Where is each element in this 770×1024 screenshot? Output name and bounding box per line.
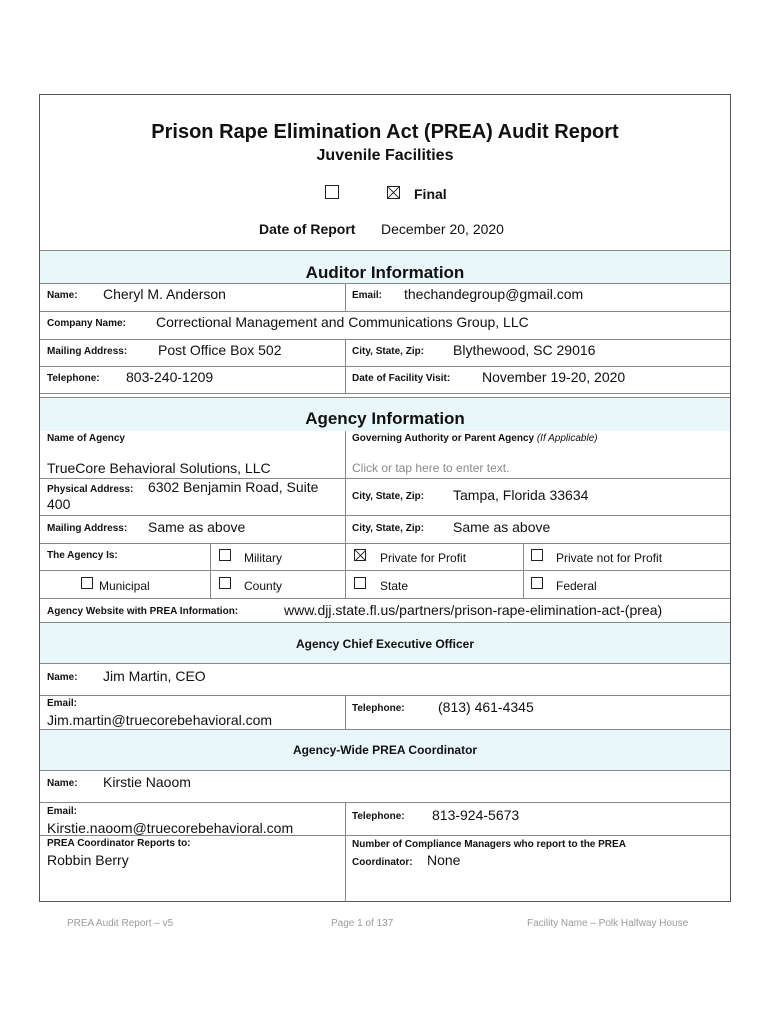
county-label: County: [244, 579, 283, 593]
website-label: Agency Website with PREA Information:: [47, 606, 239, 617]
company-name[interactable]: Correctional Management and Communications Group, LLC: [156, 314, 529, 330]
ceo-email[interactable]: Jim.martin@truecorebehavioral.com: [47, 712, 273, 728]
physical-address-line1[interactable]: 6302 Benjamin Road, Suite: [148, 479, 319, 495]
agency-name[interactable]: TrueCore Behavioral Solutions, LLC: [47, 460, 271, 476]
private-not-for-profit-label: Private not for Profit: [556, 551, 663, 565]
state-label: State: [380, 579, 409, 593]
coordinator-email-label: Email:: [47, 806, 78, 817]
facility-visit-label: Date of Facility Visit:: [352, 373, 451, 384]
municipal-label: Municipal: [99, 579, 150, 593]
coordinator-name-label: Name:: [47, 778, 78, 789]
footer-facility-name: Facility Name – Polk Halfway House: [527, 918, 689, 929]
mailing-csz[interactable]: Same as above: [453, 519, 551, 535]
county-checkbox[interactable]: [219, 577, 231, 589]
coordinator-email[interactable]: Kirstie.naoom@truecorebehavioral.com: [47, 820, 294, 836]
municipal-checkbox[interactable]: [81, 577, 93, 589]
auditor-email[interactable]: thechandegroup@gmail.com: [404, 286, 584, 302]
coordinator-name[interactable]: Kirstie Naoom: [103, 774, 191, 790]
auditor-email-label: Email:: [352, 290, 383, 301]
private-not-for-profit-checkbox[interactable]: [531, 549, 543, 561]
company-name-label: Company Name:: [47, 318, 126, 329]
coordinator-phone[interactable]: 813-924-5673: [432, 807, 520, 823]
agency-mailing-label: Mailing Address:: [47, 523, 128, 534]
coordinator-heading: Agency-Wide PREA Coordinator: [292, 743, 478, 757]
auditor-name[interactable]: Cheryl M. Anderson: [103, 286, 226, 302]
private-for-profit-label: Private for Profit: [380, 551, 467, 565]
ceo-name[interactable]: Jim Martin, CEO: [103, 668, 206, 684]
mailing-csz-label: City, State, Zip:: [352, 523, 425, 534]
footer-page-number: Page 1 of 137: [331, 918, 394, 929]
managers-count[interactable]: None: [427, 852, 461, 868]
ceo-heading: Agency Chief Executive Officer: [295, 637, 475, 651]
interim-checkbox[interactable]: [325, 185, 339, 199]
final-checkbox[interactable]: [387, 186, 400, 199]
ceo-email-label: Email:: [47, 698, 78, 709]
date-of-report-value[interactable]: December 20, 2020: [381, 221, 504, 237]
auditor-mailing[interactable]: Post Office Box 502: [158, 342, 282, 358]
governing-authority-label: Governing Authority or Parent Agency (If Applicable): [352, 433, 598, 444]
physical-csz-label: City, State, Zip:: [352, 491, 425, 502]
reports-to[interactable]: Robbin Berry: [47, 852, 129, 868]
military-checkbox[interactable]: [219, 549, 231, 561]
agency-heading: Agency Information: [305, 409, 465, 428]
managers-label-line1: Number of Compliance Managers who report to the PREA: [352, 839, 626, 850]
final-label: Final: [414, 186, 447, 202]
ceo-phone-label: Telephone:: [352, 703, 405, 714]
auditor-phone[interactable]: 803-240-1209: [126, 369, 214, 385]
auditor-csz[interactable]: Blythewood, SC 29016: [453, 342, 596, 358]
governing-authority-placeholder[interactable]: Click or tap here to enter text.: [352, 461, 510, 475]
federal-label: Federal: [556, 579, 597, 593]
auditor-csz-label: City, State, Zip:: [352, 346, 425, 357]
auditor-name-label: Name:: [47, 290, 78, 301]
state-checkbox[interactable]: [354, 577, 366, 589]
agency-name-label: Name of Agency: [47, 433, 125, 444]
physical-address-label: Physical Address:: [47, 484, 134, 495]
date-of-report-label: Date of Report: [259, 221, 356, 237]
report-form: [39, 94, 731, 902]
agency-mailing[interactable]: Same as above: [148, 519, 246, 535]
footer-version: PREA Audit Report – v5: [67, 918, 174, 929]
reports-to-label: PREA Coordinator Reports to:: [47, 838, 191, 849]
facility-visit-date[interactable]: November 19-20, 2020: [482, 369, 626, 385]
coordinator-phone-label: Telephone:: [352, 811, 405, 822]
military-label: Military: [244, 551, 282, 565]
auditor-mailing-label: Mailing Address:: [47, 346, 128, 357]
report-title: Prison Rape Elimination Act (PREA) Audit Report: [151, 121, 619, 143]
federal-checkbox[interactable]: [531, 577, 543, 589]
physical-address-line2[interactable]: 400: [47, 496, 71, 512]
agency-is-label: The Agency Is:: [47, 550, 118, 561]
agency-website[interactable]: www.djj.state.fl.us/partners/prison-rape-elimination-act-(prea): [284, 602, 663, 618]
ceo-name-label: Name:: [47, 672, 78, 683]
private-for-profit-checkbox[interactable]: [354, 549, 366, 561]
report-subtitle: Juvenile Facilities: [316, 147, 454, 164]
physical-csz[interactable]: Tampa, Florida 33634: [453, 487, 589, 503]
managers-label-line2: Coordinator:: [352, 857, 413, 868]
auditor-phone-label: Telephone:: [47, 373, 100, 384]
ceo-phone[interactable]: (813) 461-4345: [438, 699, 534, 715]
auditor-heading: Auditor Information: [305, 263, 465, 282]
